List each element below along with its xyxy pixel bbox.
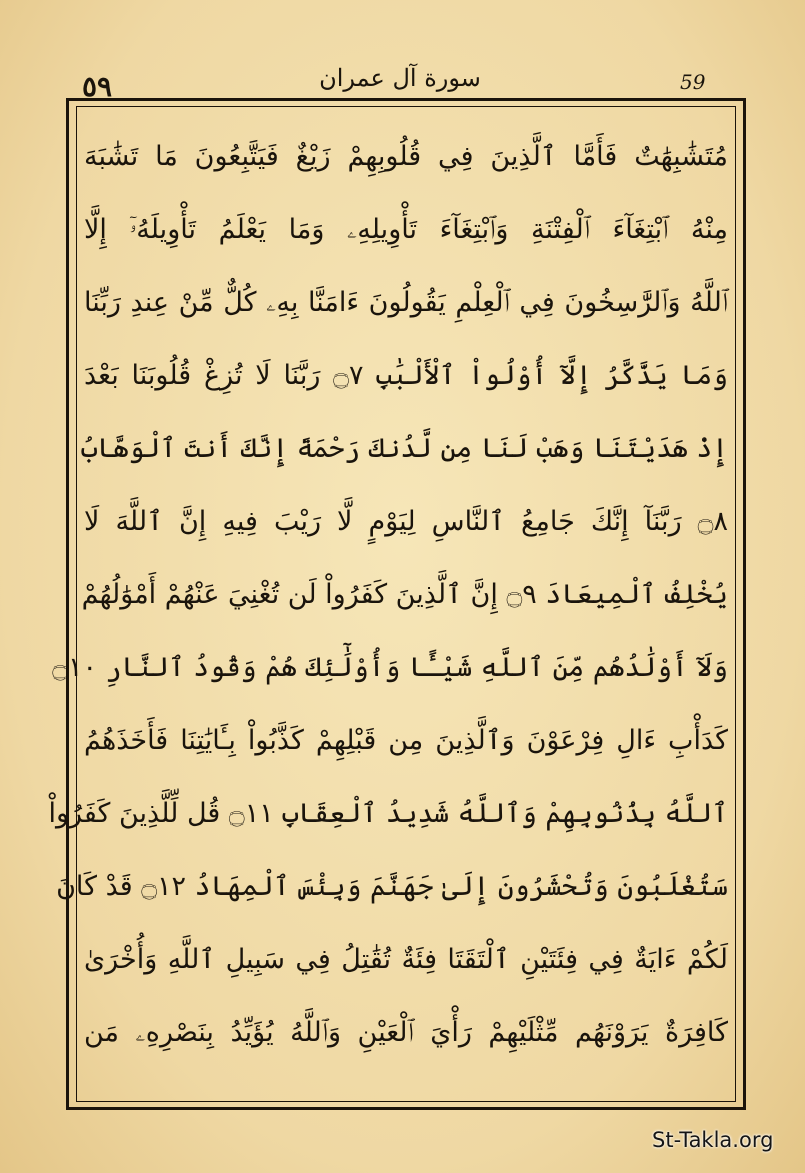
verse-line-8: وَلَآ أَوْلَٰدُهُم مِّنَ ٱللَّهِ شَيْـًٔا وَأُوْلَٰٓئِكَ هُمْ وَقُودُ ٱلنَّارِ ۝١٠: [52, 652, 728, 683]
page-number-arabic: ٥٩: [82, 70, 113, 103]
verse-line-5: إِذْ هَدَيْتَنَا وَهَبْ لَنَا مِن لَّدُنكَ رَحْمَةً إِنَّكَ أَنتَ ٱلْوَهَّابُ: [81, 433, 728, 464]
verse-line-2: مِنْهُ ٱبْتِغَآءَ ٱلْفِتْنَةِ وَٱبْتِغَآءَ تَأْوِيلِهِۦ وَمَا يَعْلَمُ تَأْوِيلَهُۥٓ إِلَّا: [84, 214, 728, 245]
watermark-link[interactable]: St-Takla.org: [652, 1128, 774, 1152]
verse-line-10: ٱللَّهُ بِذُنُوبِهِمْ وَٱللَّهُ شَدِيدُ ٱلْعِقَابِ ۝١١ قُل لِّلَّذِينَ كَفَرُواْ: [48, 798, 728, 829]
page-number-latin: 59: [680, 70, 706, 94]
verse-line-4: وَمَا يَذَّكَّرُ إِلَّآ أُوْلُواْ ٱلْأَلْبَٰبِ ۝٧ رَبَّنَا لَا تُزِغْ قُلُوبَنَا بَعْدَ: [84, 360, 729, 391]
verse-line-11: سَتُغْلَبُونَ وَتُحْشَرُونَ إِلَىٰ جَهَنَّمَ وَبِئْسَ ٱلْمِهَادُ ۝١٢ قَدْ كَانَ: [56, 871, 728, 902]
verse-line-3: ٱللَّهُ وَٱلرَّٰسِخُونَ فِي ٱلْعِلْمِ يَقُولُونَ ءَامَنَّا بِهِۦ كُلٌّ مِّنْ عِندِ رَبِّنَا: [84, 287, 728, 318]
verse-line-12: لَكُمْ ءَايَةٌ فِي فِئَتَيْنِ ٱلْتَقَتَا فِئَةٌ تُقَٰتِلُ فِي سَبِيلِ ٱللَّهِ وَأُخْرَىٰ: [84, 944, 728, 975]
verse-line-1: مُتَشَٰبِهَٰتٌ فَأَمَّا ٱلَّذِينَ فِي قُلُوبِهِمْ زَيْغٌ فَيَتَّبِعُونَ مَا تَشَٰبَهَ: [84, 141, 728, 172]
surah-title: سورة آل عمران: [319, 64, 481, 92]
verse-text-block: [48, 120, 729, 1090]
verse-line-13: كَافِرَةٌ يَرَوْنَهُم مِّثْلَيْهِمْ رَأْيَ ٱلْعَيْنِ وَٱللَّهُ يُؤَيِّدُ بِنَصْرِهِۦ مَن: [84, 1017, 728, 1048]
verse-line-9: كَدَأْبِ ءَالِ فِرْعَوْنَ وَٱلَّذِينَ مِن قَبْلِهِمْ كَذَّبُواْ بِـَٔايَٰتِنَا فَأَخَذَهُمُ: [84, 725, 728, 756]
verse-line-6: ۝٨ رَبَّنَآ إِنَّكَ جَامِعُ ٱلنَّاسِ لِيَوْمٍ لَّا رَيْبَ فِيهِ إِنَّ ٱللَّهَ لَا: [84, 506, 728, 537]
verse-line-7: يُخْلِفُ ٱلْمِيعَادَ ۝٩ إِنَّ ٱلَّذِينَ كَفَرُواْ لَن تُغْنِيَ عَنْهُمْ أَمْوَٰلُهُمْ: [81, 579, 728, 610]
